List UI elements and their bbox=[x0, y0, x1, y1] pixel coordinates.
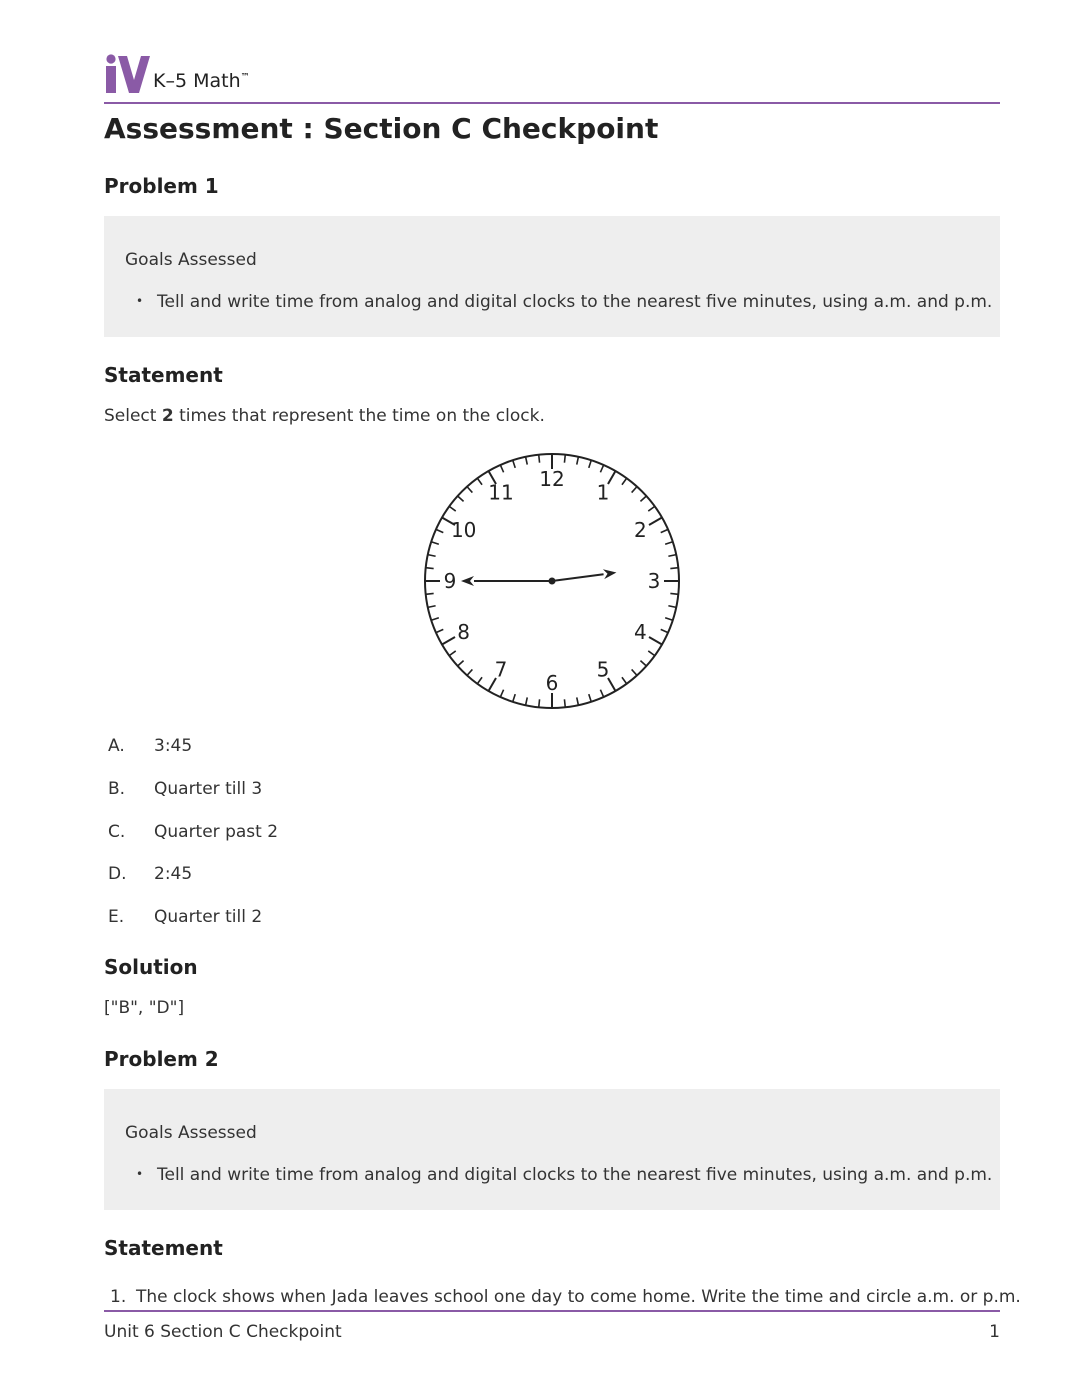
choice-c[interactable]: C. Quarter past 2 bbox=[108, 822, 279, 842]
clock-tick bbox=[632, 669, 637, 675]
clock-tick bbox=[577, 457, 579, 465]
bullet-icon: • bbox=[136, 294, 144, 308]
clock-tick bbox=[622, 677, 627, 683]
clock-number: 4 bbox=[633, 620, 647, 644]
goals-title: Goals Assessed bbox=[125, 1123, 257, 1143]
item-number: 1. bbox=[110, 1287, 127, 1307]
problem-2-item bbox=[110, 1287, 1021, 1307]
minute-hand-arrow bbox=[461, 576, 474, 586]
problem-1-statement-heading: Statement bbox=[104, 363, 223, 387]
clock-tick bbox=[513, 460, 515, 468]
clock-center-dot bbox=[549, 578, 556, 585]
problem-2-goals-box bbox=[104, 1089, 1000, 1210]
clock-tick bbox=[431, 618, 439, 620]
clock-tick bbox=[661, 629, 668, 632]
clock-tick bbox=[539, 455, 540, 463]
clock-tick bbox=[428, 555, 436, 557]
clock-tick bbox=[500, 465, 503, 472]
clock-number: 11 bbox=[488, 480, 514, 505]
clock-tick bbox=[526, 697, 528, 705]
clock-tick bbox=[649, 637, 662, 645]
clock-number: 8 bbox=[457, 620, 471, 644]
problem-1-statement: Select 2 times that represent the time on the clock. bbox=[104, 406, 545, 426]
clock-number: 5 bbox=[596, 657, 610, 682]
solution-heading: Solution bbox=[104, 955, 198, 979]
footer-divider bbox=[104, 1310, 1000, 1312]
clock-tick bbox=[513, 694, 515, 702]
clock-tick bbox=[648, 506, 654, 511]
clock-number: 6 bbox=[545, 671, 559, 695]
clock-tick bbox=[428, 606, 436, 608]
clock-tick bbox=[670, 568, 678, 569]
choice-b[interactable]: B. Quarter till 3 bbox=[108, 779, 263, 799]
problem-2-statement-heading: Statement bbox=[104, 1236, 223, 1260]
clock-number: 10 bbox=[450, 518, 477, 542]
clock-tick bbox=[436, 529, 443, 532]
clock-number: 7 bbox=[494, 657, 508, 682]
clock-tick bbox=[458, 661, 464, 666]
clock-tick bbox=[589, 460, 591, 468]
clock-tick bbox=[477, 478, 482, 484]
clock-number: 2 bbox=[633, 518, 647, 542]
clock-tick bbox=[622, 478, 627, 484]
choice-d[interactable]: D. 2:45 bbox=[108, 864, 193, 884]
page-number: 1 bbox=[989, 1322, 1000, 1342]
clock-tick bbox=[661, 529, 668, 532]
clock-tick bbox=[449, 506, 455, 511]
clock-number: 9 bbox=[443, 569, 457, 593]
clock-tick bbox=[436, 629, 443, 632]
page-header bbox=[104, 52, 1000, 104]
clock-tick bbox=[649, 518, 662, 526]
im-logo bbox=[104, 54, 250, 94]
clock-number: 1 bbox=[596, 480, 610, 505]
clock-tick bbox=[467, 487, 472, 493]
choice-e[interactable]: E. Quarter till 2 bbox=[108, 907, 263, 927]
clock-tick bbox=[600, 690, 603, 697]
page-title: Assessment : Section C Checkpoint bbox=[104, 112, 659, 145]
clock-tick bbox=[526, 457, 528, 465]
bullet-icon: • bbox=[136, 1167, 144, 1181]
analog-clock bbox=[422, 451, 682, 713]
clock-tick bbox=[431, 542, 439, 544]
clock-number: 3 bbox=[647, 569, 661, 593]
item-text: The clock shows when Jada leaves school one day to come home. Write the time and circle a.m. or p.m. bbox=[136, 1287, 1021, 1307]
clock-tick bbox=[648, 651, 654, 656]
hour-hand bbox=[552, 574, 604, 581]
goals-title: Goals Assessed bbox=[125, 250, 257, 270]
clock-tick bbox=[477, 677, 482, 683]
clock-tick bbox=[449, 651, 455, 656]
hour-hand-arrow bbox=[603, 569, 617, 579]
clock-tick bbox=[577, 697, 579, 705]
problem-2-heading: Problem 2 bbox=[104, 1047, 219, 1071]
clock-tick bbox=[539, 699, 540, 707]
im-logo-icon bbox=[104, 54, 150, 94]
clock-tick bbox=[665, 542, 673, 544]
problem-1-goals-box bbox=[104, 216, 1000, 337]
footer-unit-label: Unit 6 Section C Checkpoint bbox=[104, 1322, 342, 1342]
clock-tick bbox=[564, 455, 565, 463]
clock-tick bbox=[668, 606, 676, 608]
clock-tick bbox=[467, 669, 472, 675]
clock-tick bbox=[640, 661, 646, 666]
clock-tick bbox=[600, 465, 603, 472]
clock-number: 12 bbox=[539, 467, 565, 491]
goal-item: • Tell and write time from analog and digital clocks to the nearest five minutes, using a.m. and p.m. bbox=[136, 292, 993, 312]
clock-tick bbox=[426, 568, 434, 569]
clock-tick bbox=[458, 496, 464, 501]
clock-tick bbox=[632, 487, 637, 493]
brand-name: K–5 Math™ bbox=[153, 70, 250, 92]
clock-tick bbox=[665, 618, 673, 620]
clock-tick bbox=[670, 593, 678, 594]
clock-tick bbox=[442, 637, 455, 645]
problem-1-heading: Problem 1 bbox=[104, 174, 219, 198]
clock-tick bbox=[564, 699, 565, 707]
solution-value: ["B", "D"] bbox=[104, 998, 185, 1018]
clock-tick bbox=[640, 496, 646, 501]
clock-tick bbox=[500, 690, 503, 697]
clock-tick bbox=[589, 694, 591, 702]
clock-tick bbox=[668, 555, 676, 557]
clock-tick bbox=[426, 593, 434, 594]
choice-a[interactable]: A. 3:45 bbox=[108, 736, 193, 756]
goal-item: • Tell and write time from analog and digital clocks to the nearest five minutes, using a.m. and p.m. bbox=[136, 1165, 993, 1185]
